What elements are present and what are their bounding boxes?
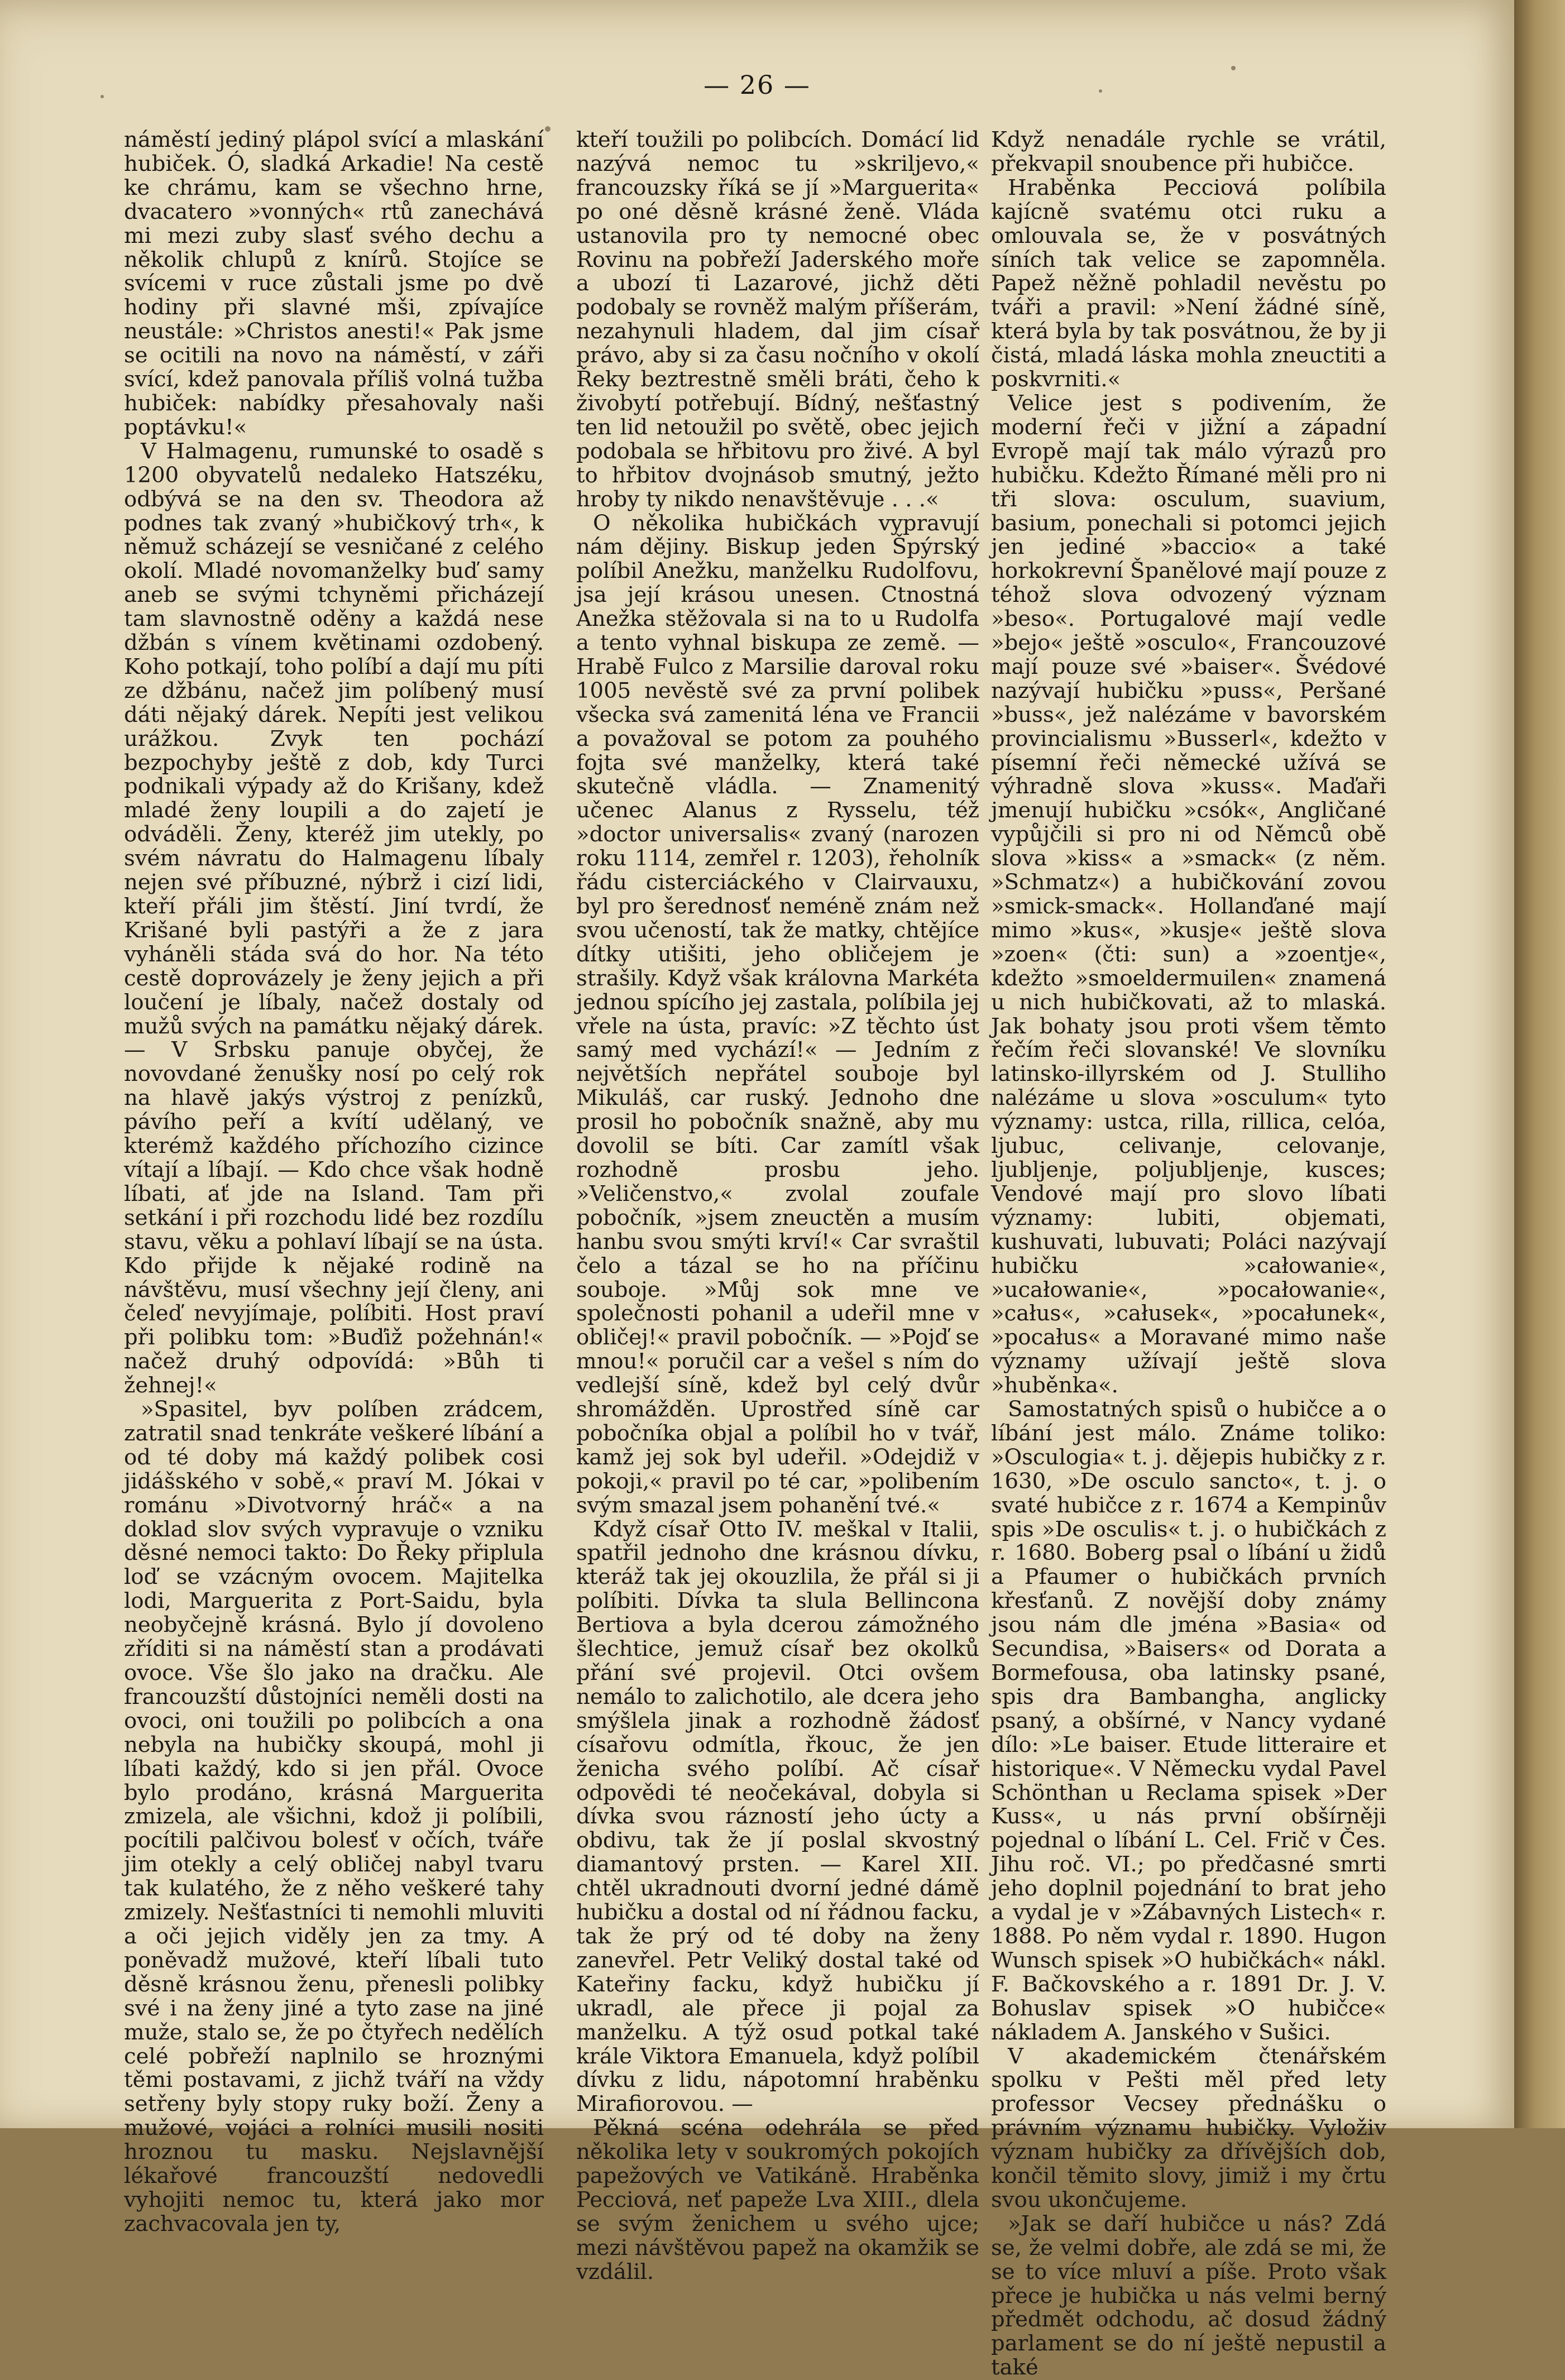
paragraph: V Halmagenu, rumunské to osadě s 1200 obyvatelů nedaleko Hatszéku, odbývá se na den sv. Theodora až podnes tak zvaný »hubičkový trh«, k němuž scházejí se vesničané z celého okolí. Mladé novomanželky buď samy aneb se svými tchyněmi přicházejí tam slavnostně oděny a každá nese džbán s vínem květinami ozdobený. Koho potkají, toho políbí a dají mu píti ze džbánu, načež jim políbený musí dáti nějaký dárek. Nepíti jest velikou urážkou. Zvyk ten pochází bezpochyby ještě z dob, kdy Turci podnikali výpady až do Krišany, kdež mladé ženy loupili a do zajetí je odváděli. Ženy, kteréž jim utekly, po svém návratu do Halmagenu líbaly nejen své příbuzné, nýbrž i cizí lidi, kteří přáli jim štěstí. Jiní tvrdí, že Krišané byli pastýři a že z jara vyháněli stáda svá do hor. Na této cestě doprovázely je ženy jejich a při loučení je líbaly, načež dostaly od mužů svých na památku nějaký dárek. — V Srbsku panuje obyčej, že novovdané ženušky nosí po celý rok na hlavě jakýs výstroj z penízků, pávího peří a kvítí udělaný, ve kterémž každého příchozího cizince vítají a líbají. — Kdo chce však hodně líbati, ať jde na Island. Tam při setkání i při rozchodu lidé bez rozdílu stavu, věku a pohlaví líbají se na ústa. Kdo přijde k nějaké rodině na návštěvu, musí všechny její členy, ani čeleď nevyjímaje, políbiti. Host praví při polibku tom: »Buďiž požehnán!« načež druhý odpovídá: »Bůh ti žehnej!« (124, 438, 544, 1399)
paragraph: Když nenadále rychle se vrátil, překvapil snoubence při hubičce. (991, 127, 1386, 176)
page-edge (1514, 0, 1565, 2128)
paragraph: »Jak se daří hubičce u nás? Zdá se, že velmi dobře, ale zdá se mi, že se to více mluví a píše. Proto však přece je hubička u nás velmi berný předmět odchodu, ač dosud žádný parlament se do ní ještě nepustil a také (991, 2211, 1386, 2380)
paragraph: Hraběnka Pecciová políbila kajícně svatému otci ruku a omlouvala se, že v posvátných síních tak velice se zapomněla. Papež něžně pohladil nevěstu po tváři a pravil: »Není žádné síně, která byla by tak posvátnou, že by ji čistá, mladá láska mohla zneuctiti a poskvrniti.« (991, 175, 1386, 392)
paragraph: Když císař Otto IV. meškal v Italii, spatřil jednoho dne krásnou dívku, kteráž tak jej okouzlila, že přál si ji políbiti. Dívka ta slula Bellincona Bertiova a byla dcerou zámožného šlechtice, jemuž císař bez okolků přání své projevil. Otci ovšem nemálo to zalichotilo, ale dcera jeho smýšlela jinak a rozhodně žádosť císařovu odmítla, řkouc, že jen ženicha svého políbí. Ač císař odpovědi té neočekával, dobyla si dívka svou rázností jeho úcty a obdivu, tak že jí poslal skvostný diamantový prsten. — Karel XII. chtěl ukradnouti dvorní jedné dámě hubičku a dostal od ní řádnou facku, tak že prý od té doby na ženy zanevřel. Petr Veliký dostal také od Kateřiny facku, když hubičku jí ukradl, ale přece ji pojal za manželku. A týž osud potkal také krále Viktora Emanuela, když políbil dívku z lidu, nápotomní hraběnku Mirafiorovou. — (576, 1516, 979, 2117)
paragraph: kteří toužili po polibcích. Domácí lid nazývá nemoc tu »skriljevo,« francouzsky říká se jí »Marguerita« po oné děsně krásné ženě. Vláda ustanovila pro ty nemocné obec Rovinu na pobřeží Jaderského moře a ubozí ti Lazarové, jichž děti podobaly se rovněž malým příšerám, nezahynuli hladem, dal jim císař právo, aby si za času nočního v okolí Řeky beztrestně směli bráti, čeho k živobytí potřebují. Bídný, nešťastný ten lid netoužil po světě, obec jejich podobala se hřbitovu pro živé. A byl to hřbitov dvojnásob smutný, ježto hroby ty nikdo nenavštěvuje . . .« (576, 127, 979, 512)
paragraph: »Spasitel, byv políben zrádcem, zatratil snad tenkráte veškeré líbání a od té doby má každý polibek cosi jidášského v sobě,« praví M. Jókai v románu »Divotvorný hráč« a na doklad slov svých vypravuje o vzniku děsné nemoci takto: Do Řeky připlula loď se vzácným ovocem. Majitelka lodi, Marguerita z Port-Saidu, byla neobyčejně krásná. Bylo jí dovoleno zříditi si na náměstí stan a prodávati ovoce. Vše šlo jako na dračku. Ale francouzští důstojníci neměli dosti na ovoci, oni toužili po polibcích a ona nebyla na hubičky skoupá, mohl ji líbati každý, kdo si jen přál. Ovoce bylo prodáno, krásná Marguerita zmizela, ale všichni, kdož ji políbili, pocítili palčivou bolesť v očích, tváře jim otekly a celý obličej nabyl tvaru tak kulatého, že z něho veškeré tahy zmizely. Nešťastníci ti nemohli mluviti a oči jejich viděly jen za tmy. A poněvadž mužové, kteří líbali tuto děsně krásnou ženu, přenesli polibky své i na ženy jiné a tyto zase na jiné muže, stalo se, že po čtyřech nedělích celé pobřeží naplnilo se hroznými těmi postavami, z jichž tváří na vždy setřeny byly stopy ruky boží. Ženy a mužové, vojáci a rolníci musili nositi hroznou tu masku. Nejslavnější lékařové francouzští nedovedli vyhojiti nemoc tu, která jako mor zachvacovala jen ty, (124, 1397, 544, 2237)
text-column-left (124, 127, 544, 2237)
page-number: — 26 — (703, 70, 811, 100)
paragraph: Pěkná scéna odehrála se před několika lety v soukromých pokojích papežových ve Vatikáně. Hraběnka Pecciová, neť papeže Lva XIII., dlela se svým ženichem u svého ujce; mezi návštěvou papež na okamžik se vzdálil. (576, 2115, 979, 2285)
paragraph: Samostatných spisů o hubičce a o líbání jest málo. Známe toliko: »Osculogia« t. j. dějepis hubičky z r. 1630, »De osculo sancto«, t. j. o svaté hubičce z r. 1674 a Kempinův spis »De osculis« t. j. o hubičkách z r. 1680. Boberg psal o líbání u židů a Pfaumer o hubičkách prvních křesťanů. Z novější doby známy jsou nám dle jména »Basia« od Secundisa, »Baisers« od Dorata a Bormefousa, oba latinsky psané, spis dra Bambangha, anglicky psaný, a obšírné, v Nancy vydané dílo: »Le baiser. Etude litteraire et historique«. V Německu vydal Pavel Schönthan u Reclama spisek »Der Kuss«, u nás první obšírněji pojednal o líbání L. Cel. Frič v Čes. Jihu roč. VI.; po předčasné smrti jeho doplnil pojednání to brat jeho a vydal je v »Zábavných Listech« r. 1888. Po něm vydal r. 1890. Hugon Wunsch spisek »O hubičkách« nákl. F. Bačkovského a r. 1891 Dr. J. V. Bohuslav spisek »O hubičce« nákladem A. Janského v Sušici. (991, 1397, 1386, 2045)
paper-speck (1099, 89, 1102, 93)
paragraph: V akademickém čtenářském spolku v Pešti měl před lety professor Vecsey přednášku o právním významu hubičky. Vyloživ význam hubičky za dřívějších dob, končil těmito slovy, jimiž i my črtu svou ukončujeme. (991, 2043, 1386, 2213)
paragraph: O několika hubičkách vypravují nám dějiny. Biskup jeden Špýrský políbil Anežku, manželku Rudolfovu, jsa její krásou unesen. Ctnostná Anežka stěžovala si na to u Rudolfa a tento vyhnal biskupa ze země. — Hrabě Fulco z Marsilie daroval roku 1005 nevěstě své za první polibek všecka svá zamenitá léna ve Francii a považoval se potom za pouhého fojta své manželky, která také skutečně vládla. — Znamenitý učenec Alanus z Rysselu, též »doctor universalis« zvaný (narozen roku 1114, zemřel r. 1203), řeholník řádu cisterciáckého v Clairvauxu, byl pro šerednosť neméně znám než svou učeností, tak že matky, chtějíce dítky utišiti, jeho obličejem je strašily. Když však královna Markéta jednou spícího jej zastala, políbila jej vřele na ústa, pravíc: »Z těchto úst samý med vychází!« — Jedním z největších nepřátel souboje byl Mikuláš, car ruský. Jednoho dne prosil ho pobočník snažně, aby mu dovolil se bíti. Car zamítl však rozhodně prosbu jeho. »Veličenstvo,« zvolal zoufale pobočník, »jsem zneuctěn a musím hanbu svou smýti krví!« Car svraštil čelo a tázal se ho na příčinu souboje. »Můj sok mne ve společnosti pohanil a udeřil mne v obličej!« pravil pobočník. — »Pojď se mnou!« poručil car a vešel s ním do vedlejší síně, kdež byl celý dvůr shromážděn. Uprostřed síně car pobočníka objal a políbil ho v tvář, kamž jej sok byl udeřil. »Odejdiž v pokoji,« pravil po té car, »polibením svým smazal jsem pohanění tvé.« (576, 510, 979, 1518)
text-column-right (991, 127, 1386, 2380)
paper-speck (100, 95, 104, 98)
paper-speck (545, 126, 551, 132)
paragraph: Velice jest s podivením, že moderní řeči v jižní a západní Evropě mají tak málo výrazů pro hubičku. Kdežto Římané měli pro ni tři slova: osculum, suavium, basium, ponechali si potomci jejich jen jediné »baccio« a také horkokrevní Španělové mají pouze z téhož slova odvozený význam »beso«. Portugalové mají vedle »bejo« ještě »osculo«, Francouzové mají pouze své »baiser«. Švédové nazývají hubičku »puss«, Peršané »buss«, jež nalézáme v bavorském provincialismu »Busserl«, kdežto v písemní řeči německé užívá se výhradně slova »kuss«. Maďaři jmenují hubičku »csók«, Angličané vypůjčili si pro ni od Němců obě slova »kiss« a »smack« (z něm. »Schmatz«) a hubičkování zovou »smick-smack«. Hollanďané mají mimo »kus«, »kusje« ještě slova »zoen« (čti: sun) a »zoentje«, kdežto »smoeldermuilen« znamená u nich hubičkovati, až to mlaská. Jak bohaty jsou proti všem těmto řečím řeči slovanské! Ve slovníku latinsko-illyrském od J. Stulliho nalézáme u slova »osculum« tyto významy: ustca, rilla, rillica, celóa, ljubuc, celivanje, celovanje, ljubljenje, poljubljenje, kusces; Vendové mají pro slovo líbati významy: lubiti, objemati, kushuvati, lubuvati; Poláci nazývají hubičku »całowanie«, »ucałowanie«, »pocałowanie«, »całus«, »całusek«, »pocałunek«, »pocałus« a Moravané mimo naše významy užívají ještě slova »huběnka«. (991, 390, 1386, 1399)
paper-speck (1231, 66, 1236, 70)
paragraph: náměstí jediný plápol svící a mlaskání hubiček. Ó, sladká Arkadie! Na cestě ke chrámu, kam se všechno hrne, dvacatero »vonných« rtů zanechává mi mezi zuby slasť svého dechu a několik chlupů z knírů. Stojíce se svícemi v ruce zůstali jsme po dvě hodiny při slavné mši, zpívajíce neustále: »Christos anesti!« Pak jsme se ocitili na novo na náměstí, v záři svící, kdež panovala příliš volná tužba hubiček: nabídky přesahovaly naši poptávku!« (124, 127, 544, 440)
text-column-middle (576, 127, 979, 2285)
